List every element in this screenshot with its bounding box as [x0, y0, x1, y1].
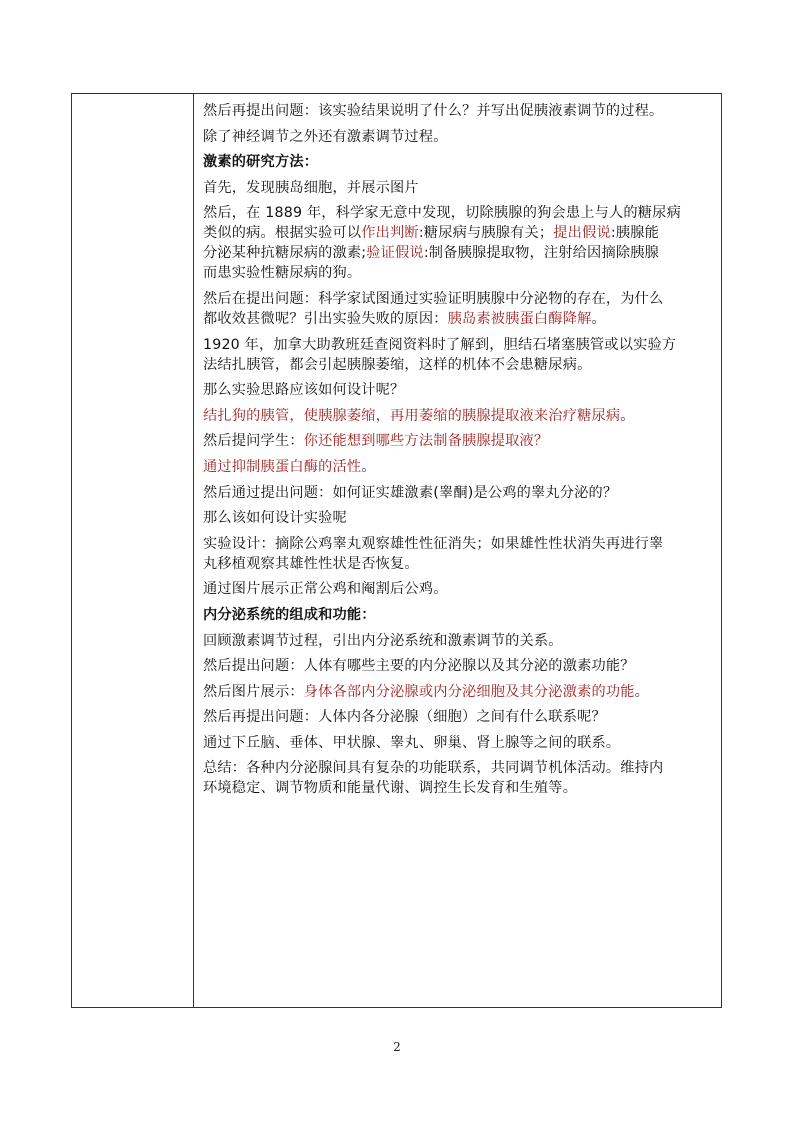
text-span: 。 — [591, 310, 606, 327]
text-span: 类似的病。根据实验可以 — [203, 225, 362, 242]
emphasis-text: 提出假说 — [553, 225, 611, 242]
emphasis-text: 通过抑制胰蛋白酶的活性 — [203, 458, 362, 475]
text-span: :糖尿病与胰腺有关； — [418, 225, 554, 242]
text-span: 实验设计：摘除公鸡睾丸观察雄性性征消失；如果雄性性状消失再进行睾 — [203, 535, 664, 552]
text-line — [203, 631, 718, 651]
text-line — [203, 223, 718, 243]
section-heading: 激素的研究方法： — [203, 154, 319, 171]
text-span: 总结：各种内分泌腺间具有复杂的功能联系，共同调节机体活动。维持内 — [203, 760, 664, 777]
table-right-column — [203, 101, 718, 804]
emphasis-text: 验证假说 — [366, 245, 424, 262]
emphasis-text: 你还能想到哪些方法制备胰腺提取液？ — [303, 433, 549, 450]
text-line — [203, 152, 718, 172]
emphasis-text: 身体各部内分泌腺或内分泌细胞及其分泌激素的功能 — [303, 683, 635, 700]
emphasis-text: 胰岛素被胰蛋白酶降解 — [447, 310, 592, 327]
text-span: 然后再提出问题：该实验结果说明了什么？并写出促胰液素调节的过程。 — [203, 103, 664, 119]
section-heading: 内分泌系统的组成和功能： — [203, 606, 376, 623]
text-line — [203, 289, 718, 309]
emphasis-text: 结扎狗的胰管，使胰腺萎缩，再用萎缩的胰腺提取液来治疗糖尿病 — [203, 407, 621, 424]
text-line — [203, 508, 718, 528]
text-span: 首先，发现胰岛细胞，并展示图片 — [203, 179, 419, 196]
text-span: 环境稳定、调节物质和能量代谢、调控生长发育和生殖等。 — [203, 780, 578, 797]
text-span: 分泌某种抗糖尿病的激素; — [203, 245, 367, 262]
text-span: 都收效甚微呢？引出实验失败的原因： — [203, 310, 448, 327]
text-line — [203, 534, 718, 554]
text-span: :制备胰腺提取物，注射给因摘除胰腺 — [423, 245, 659, 262]
text-line — [203, 431, 718, 451]
text-line — [203, 554, 718, 574]
text-line — [203, 355, 718, 375]
text-line — [203, 127, 718, 147]
text-span: 然后，在 1889 年，科学家无意中发现，切除胰腺的狗会患上与人的糖尿病 — [203, 205, 681, 222]
text-line — [203, 707, 718, 727]
text-span: 然后提出问题：人体有哪些主要的内分泌腺以及其分泌的激素功能？ — [203, 658, 635, 675]
text-line — [203, 457, 718, 477]
text-span: 1920 年，加拿大助教班廷查阅资料时了解到，胆结石堵塞胰管或以实验方 — [203, 336, 677, 353]
text-span: 那么该如何设计实验呢 — [203, 510, 347, 527]
table-left-column — [72, 94, 194, 1007]
text-span: 法结扎胰管，都会引起胰腺萎缩，这样的机体不会患糖尿病。 — [203, 356, 592, 373]
emphasis-text: 作出判断 — [361, 225, 419, 242]
text-line — [203, 335, 718, 355]
text-line — [203, 203, 718, 223]
text-span: 。 — [361, 458, 376, 475]
text-span: 除了神经调节之外还有激素调节过程。 — [203, 128, 448, 145]
text-span: 然后再提出问题：人体内各分泌腺（细胞）之间有什么联系呢？ — [203, 709, 606, 726]
text-line — [203, 178, 718, 198]
text-span: 然后图片展示： — [203, 683, 304, 700]
text-line — [203, 483, 718, 503]
text-line — [203, 778, 718, 798]
text-span: :胰腺能 — [610, 225, 660, 242]
text-line — [203, 758, 718, 778]
text-span: 。 — [634, 683, 650, 700]
content-table — [71, 93, 722, 1008]
text-line — [203, 579, 718, 599]
text-line — [203, 733, 718, 753]
text-line — [203, 656, 718, 676]
text-line — [203, 682, 718, 702]
text-line — [203, 309, 718, 329]
text-line — [203, 406, 718, 426]
text-span: 通过图片展示正常公鸡和阉割后公鸡。 — [203, 581, 448, 598]
text-line — [203, 101, 718, 121]
text-line — [203, 380, 718, 400]
text-span: 然后通过提出问题：如何证实雄激素(睾酮)是公鸡的睾丸分泌的？ — [203, 484, 618, 501]
page-number: 2 — [393, 1040, 401, 1054]
text-span: 那么实验思路应该如何设计呢？ — [203, 382, 405, 399]
text-span: 然后提问学生： — [203, 433, 304, 450]
text-span: 。 — [620, 407, 635, 424]
text-span: 回顾激素调节过程，引出内分泌系统和激素调节的关系。 — [203, 632, 563, 649]
text-span: 通过下丘脑、垂体、甲状腺、睾丸、卵巢、肾上腺等之间的联系。 — [203, 734, 621, 751]
text-line — [203, 263, 718, 283]
text-line — [203, 605, 718, 625]
text-line — [203, 243, 718, 263]
text-span: 然后在提出问题：科学家试图通过实验证明胰腺中分泌物的存在，为什么 — [203, 290, 664, 307]
text-span: 而患实验性糖尿病的狗。 — [203, 265, 362, 282]
text-span: 丸移植观察其雄性性状是否恢复。 — [203, 555, 419, 572]
